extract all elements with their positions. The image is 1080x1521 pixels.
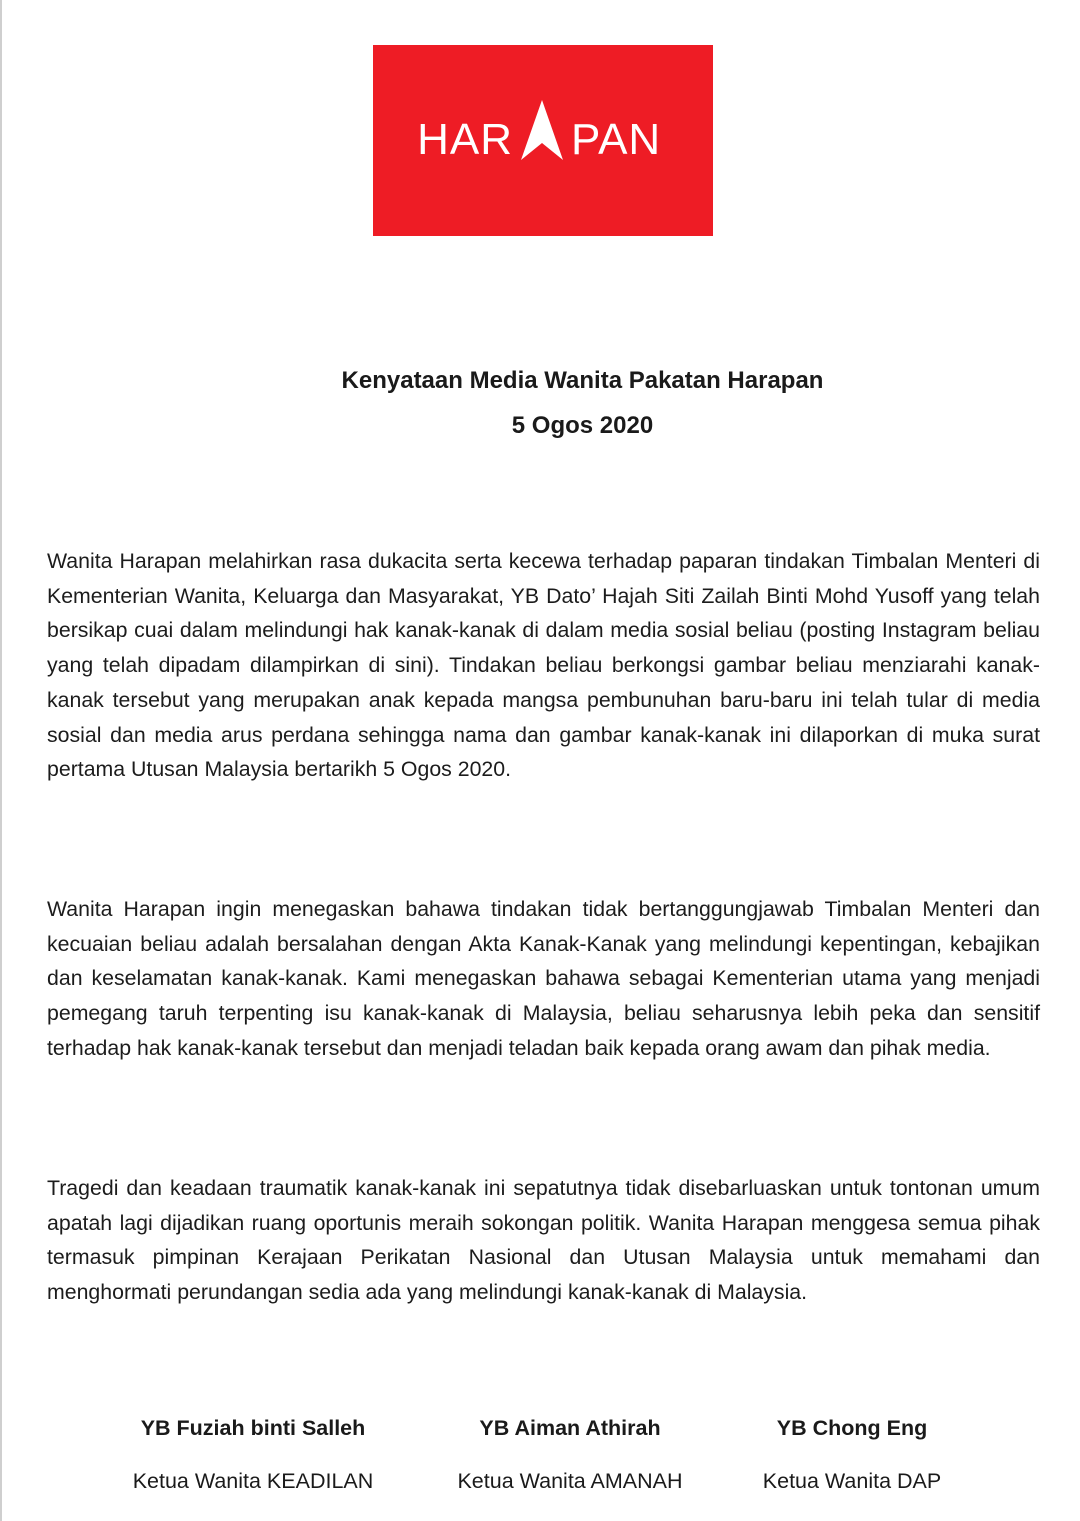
- paragraph-2: Wanita Harapan ingin menegaskan bahawa tindakan tidak bertanggungjawab Timbalan Menteri dan kecuaian beliau adalah bersalahan dengan Akta Kanak-Kanak yang melindungi kepentingan, kebajikan dan keselamatan kanak-kanak. Kami menegaskan bahawa sebagai Kementerian utama yang menjadi pemegang taruh terpenting isu kanak-kanak di Malaysia, beliau seharusnya lebih peka dan sensitif terhadap hak kanak-kanak tersebut dan menjadi teladan baik kepada orang awam dan pihak media.: [47, 897, 1040, 1060]
- signatory-1: [103, 1410, 403, 1499]
- upward-arrow-icon: [521, 100, 563, 160]
- paragraph-1: Wanita Harapan melahirkan rasa dukacita serta kecewa terhadap paparan tindakan Timbalan Menteri di Kementerian Wanita, Keluarga dan Masyarakat, YB Dato’ Hajah Siti Zailah Binti Mohd Yusoff yang telah bersikap cuai dalam melindungi hak kanak-kanak di dalam media sosial beliau (posting Instagram beliau yang telah dipadam dilampirkan di sini). Tindakan beliau berkongsi gambar beliau menziarahi kanak-kanak tersebut yang merupakan anak kepada mangsa pembunuhan baru-baru ini telah tular di media sosial dan media arus perdana sehingga nama dan gambar kanak-kanak ini dilaporkan di muka surat pertama Utusan Malaysia bertarikh 5 Ogos 2020.: [47, 549, 1040, 782]
- harapan-logo: [373, 45, 713, 236]
- signatory-role: Ketua Wanita DAP: [762, 1469, 942, 1493]
- signatory-3: [712, 1410, 992, 1499]
- signatory-role: Ketua Wanita KEADILAN: [132, 1469, 374, 1493]
- signatory-name: YB Fuziah binti Salleh: [140, 1416, 366, 1440]
- signatory-2: [420, 1410, 720, 1499]
- document-title: Kenyataan Media Wanita Pakatan Harapan: [341, 367, 824, 394]
- document-date: 5 Ogos 2020: [511, 412, 654, 439]
- signatory-role: Ketua Wanita AMANAH: [457, 1469, 683, 1493]
- signatory-name: YB Chong Eng: [776, 1416, 928, 1440]
- signatory-name: YB Aiman Athirah: [479, 1416, 661, 1440]
- page-edge: [0, 0, 2, 1521]
- title-block: [0, 358, 1080, 448]
- logo-text-left: HAR: [417, 115, 513, 164]
- logo-text-right: PAN: [571, 115, 662, 164]
- paragraph-3: Tragedi dan keadaan traumatik kanak-kanak ini sepatutnya tidak disebarluaskan untuk tontonan umum apatah lagi dijadikan ruang oportunis meraih sokongan politik. Wanita Harapan menggesa semua pihak termasuk pimpinan Kerajaan Perikatan Nasional dan Utusan Malaysia untuk memahami dan menghormati perundangan sedia ada yang melindungi kanak-kanak di Malaysia.: [47, 1176, 1040, 1305]
